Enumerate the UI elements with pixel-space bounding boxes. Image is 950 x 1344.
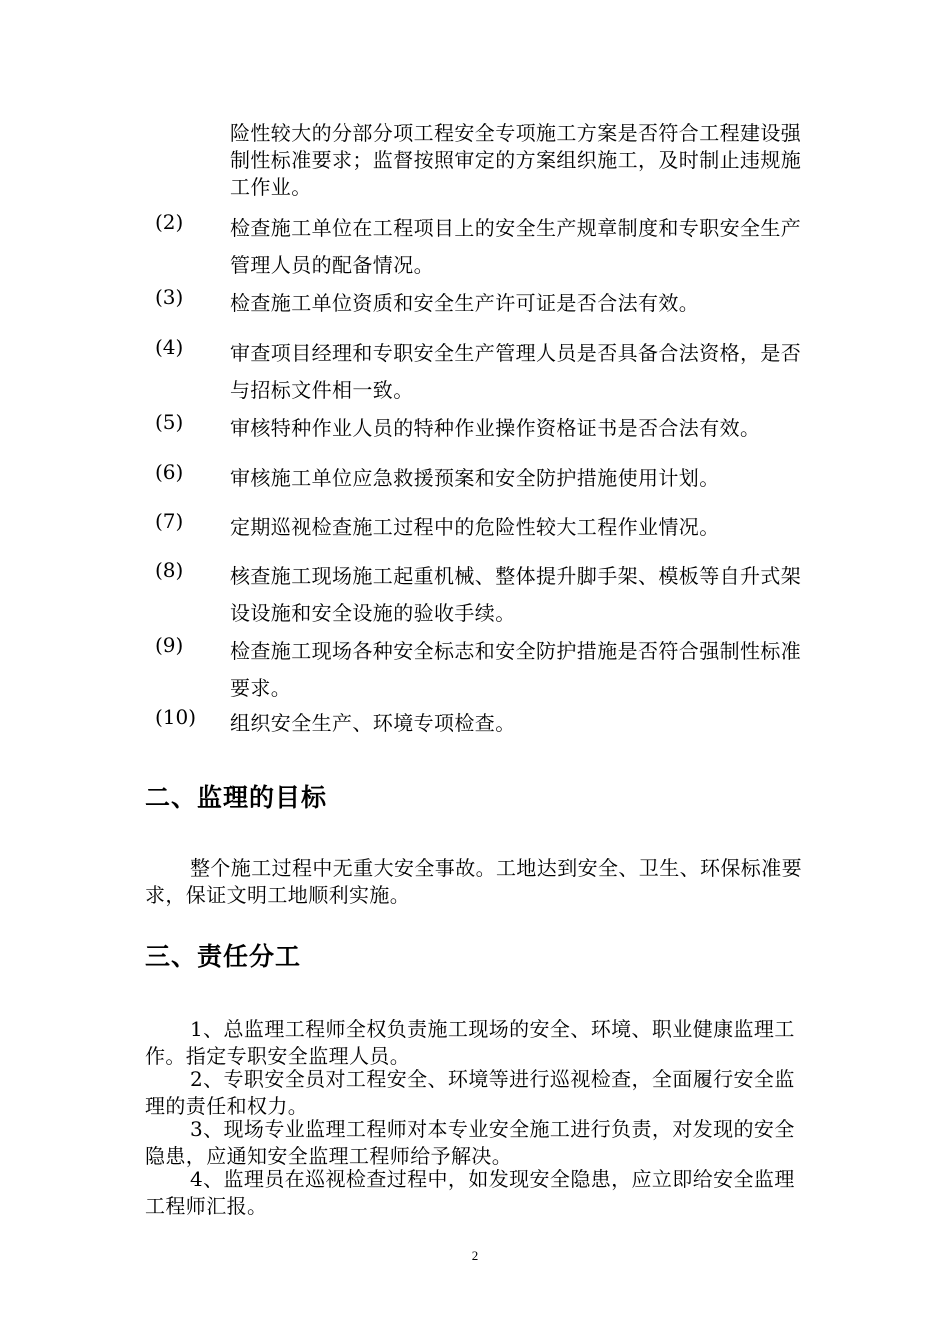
list-item-number: (5) xyxy=(155,410,184,434)
section-heading: 二、监理的目标 xyxy=(145,783,328,812)
list-item-text: 检查施工现场各种安全标志和安全防护措施是否符合强制性标准要求。 xyxy=(230,639,802,700)
list-item-text: 核查施工现场施工起重机械、整体提升脚手架、模板等自升式架设设施和安全设施的验收手续。 xyxy=(230,564,802,625)
list-item-text: 审核特种作业人员的特种作业操作资格证书是否合法有效。 xyxy=(230,416,761,440)
section-heading: 三、责任分工 xyxy=(145,942,302,971)
list-item-number: (2) xyxy=(155,210,184,234)
list-item-text: 审查项目经理和专职安全生产管理人员是否具备合法资格，是否与招标文件相一致。 xyxy=(230,341,802,402)
list-item-number: (10) xyxy=(155,705,197,729)
body-paragraph: 2、专职安全员对工程安全、环境等进行巡视检查，全面履行安全监理的责任和权力。 xyxy=(145,1067,795,1118)
page-number: 2 xyxy=(471,1248,479,1263)
list-item-text: 定期巡视检查施工过程中的危险性较大工程作业情况。 xyxy=(230,515,720,539)
body-paragraph: 整个施工过程中无重大安全事故。工地达到安全、卫生、环保标准要求，保证文明工地顺利实施。 xyxy=(145,856,802,907)
list-item-text: 检查施工单位在工程项目上的安全生产规章制度和专职安全生产管理人员的配备情况。 xyxy=(230,216,802,277)
list-item-number: (8) xyxy=(155,558,184,582)
body-paragraph: 1、总监理工程师全权负责施工现场的安全、环境、职业健康监理工作。指定专职安全监理人员。 xyxy=(145,1017,795,1068)
continuation-paragraph: 险性较大的分部分项工程安全专项施工方案是否符合工程建设强制性标准要求；监督按照审定的方案组织施工，及时制止违规施工作业。 xyxy=(230,121,802,199)
list-item-text: 检查施工单位资质和安全生产许可证是否合法有效。 xyxy=(230,291,700,315)
body-paragraph: 3、现场专业监理工程师对本专业安全施工进行负责，对发现的安全隐患，应通知安全监理工程师给予解决。 xyxy=(145,1117,795,1168)
list-item-number: (6) xyxy=(155,460,184,484)
list-item-text: 审核施工单位应急救援预案和安全防护措施使用计划。 xyxy=(230,466,720,490)
list-item-text: 组织安全生产、环境专项检查。 xyxy=(230,711,516,735)
list-item-number: (9) xyxy=(155,633,184,657)
list-item-number: (3) xyxy=(155,285,184,309)
body-paragraph: 4、监理员在巡视检查过程中，如发现安全隐患，应立即给安全监理工程师汇报。 xyxy=(145,1167,795,1218)
list-item-number: (4) xyxy=(155,335,184,359)
list-item-number: (7) xyxy=(155,509,184,533)
